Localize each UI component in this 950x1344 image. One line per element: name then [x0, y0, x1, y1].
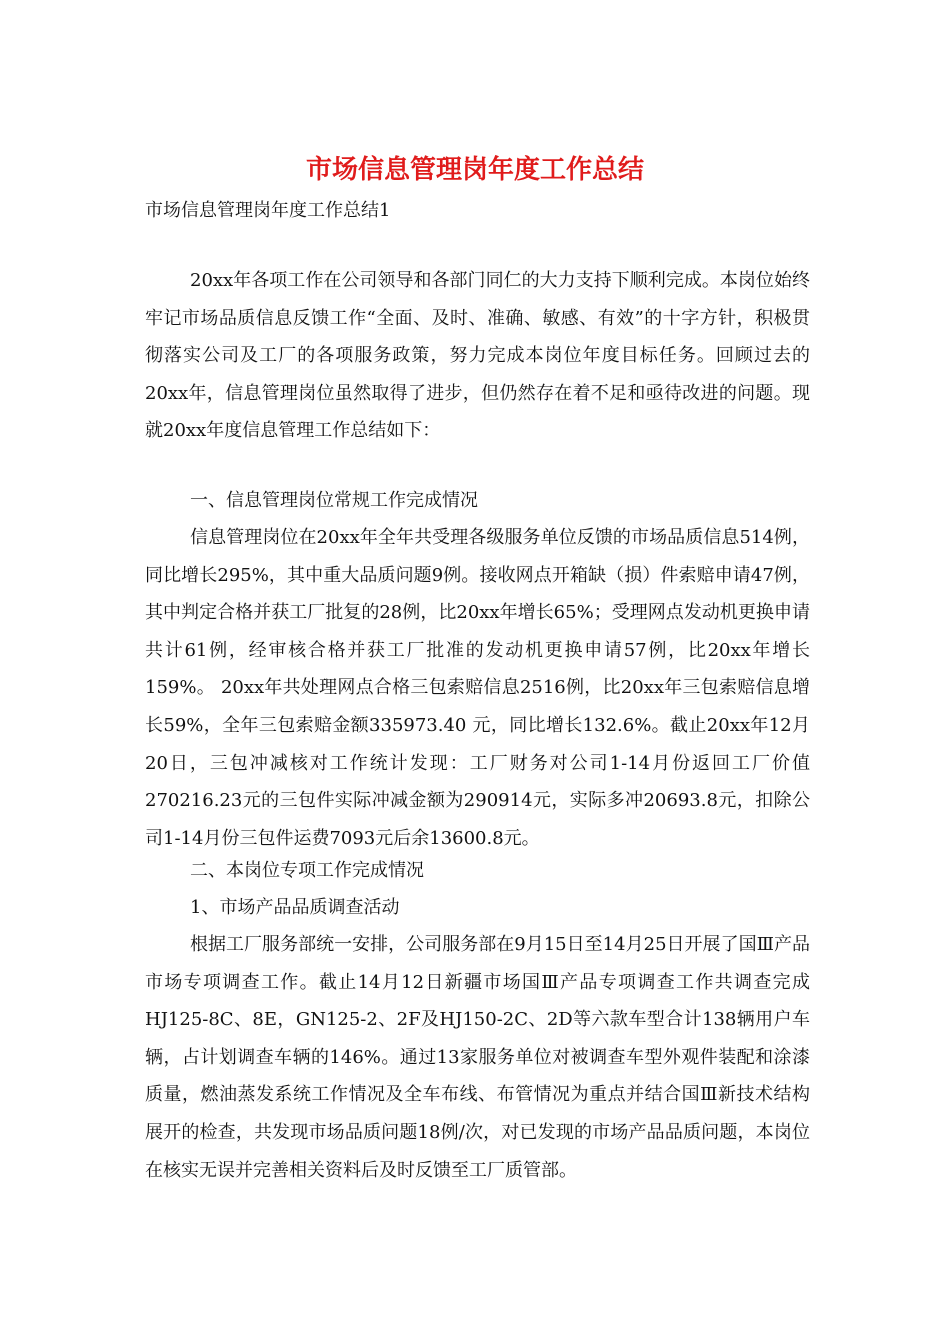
intro-paragraph: 20xx年各项工作在公司领导和各部门同仁的大力支持下顺利完成。本岗位始终牢记市场品质信息反馈工作“全面、及时、准确、敏感、有效”的十字方针，积极贯彻落实公司及工厂的各项服务政策，努力完成本岗位年度目标任务。回顾过去的20xx年，信息管理岗位虽然取得了进步，但仍然存在着不足和亟待改进的问题。现就20xx年度信息管理工作总结如下： — [145, 270, 810, 442]
section-heading-routine-work: 一、信息管理岗位常规工作完成情况 — [190, 490, 478, 511]
routine-work-paragraph: 信息管理岗位在20xx年全年共受理各级服务单位反馈的市场品质信息514例，同比增长295%，其中重大品质问题9例。接收网点开箱缺（损）件索赔申请47例，其中判定合格并获工厂批复的28例，比20xx年增长65%；受理网点发动机更换申请共计61例，经审核合格并获工厂批准的发动机更换申请57例，比20xx年增长159%。 20xx年共处理网点合格三包索赔信息2516例，比20xx年三包索赔信息增长59%，全年三包索赔金额335973.40 元，同比增长132.6%。截止20xx年12月20日，三包冲减核对工作统计发现：工厂财务对公司1-14月份返回工厂价值270216.23元的三包件实际冲减金额为290914元，实际多冲20693.8元，扣除公司1-14月份三包件运费7093元后余13600.8元。 — [145, 527, 810, 849]
subsection-heading-quality-survey: 1、市场产品品质调查活动 — [190, 897, 400, 918]
quality-survey-paragraph: 根据工厂服务部统一安排，公司服务部在9月15日至14月25日开展了国Ⅲ产品市场专项调查工作。截止14月12日新疆市场国Ⅲ产品专项调查工作共调查完成HJ125-8C、8E，GN125-2、2F及HJ150-2C、2D等六款车型合计138辆用户车辆，占计划调查车辆的146%。通过13家服务单位对被调查车型外观件装配和涂漆质量，燃油蒸发系统工作情况及全车布线、布管情况为重点并结合国Ⅲ新技术结构展开的检查，共发现市场品质问题18例/次，对已发现的市场产品品质问题，本岗位在核实无误并完善相关资料后及时反馈至工厂质管部。 — [145, 934, 810, 1181]
section-heading-special-work: 二、本岗位专项工作完成情况 — [190, 860, 424, 881]
document-subtitle: 市场信息管理岗年度工作总结1 — [145, 200, 391, 221]
document-title: 市场信息管理岗年度工作总结 — [305, 155, 644, 185]
